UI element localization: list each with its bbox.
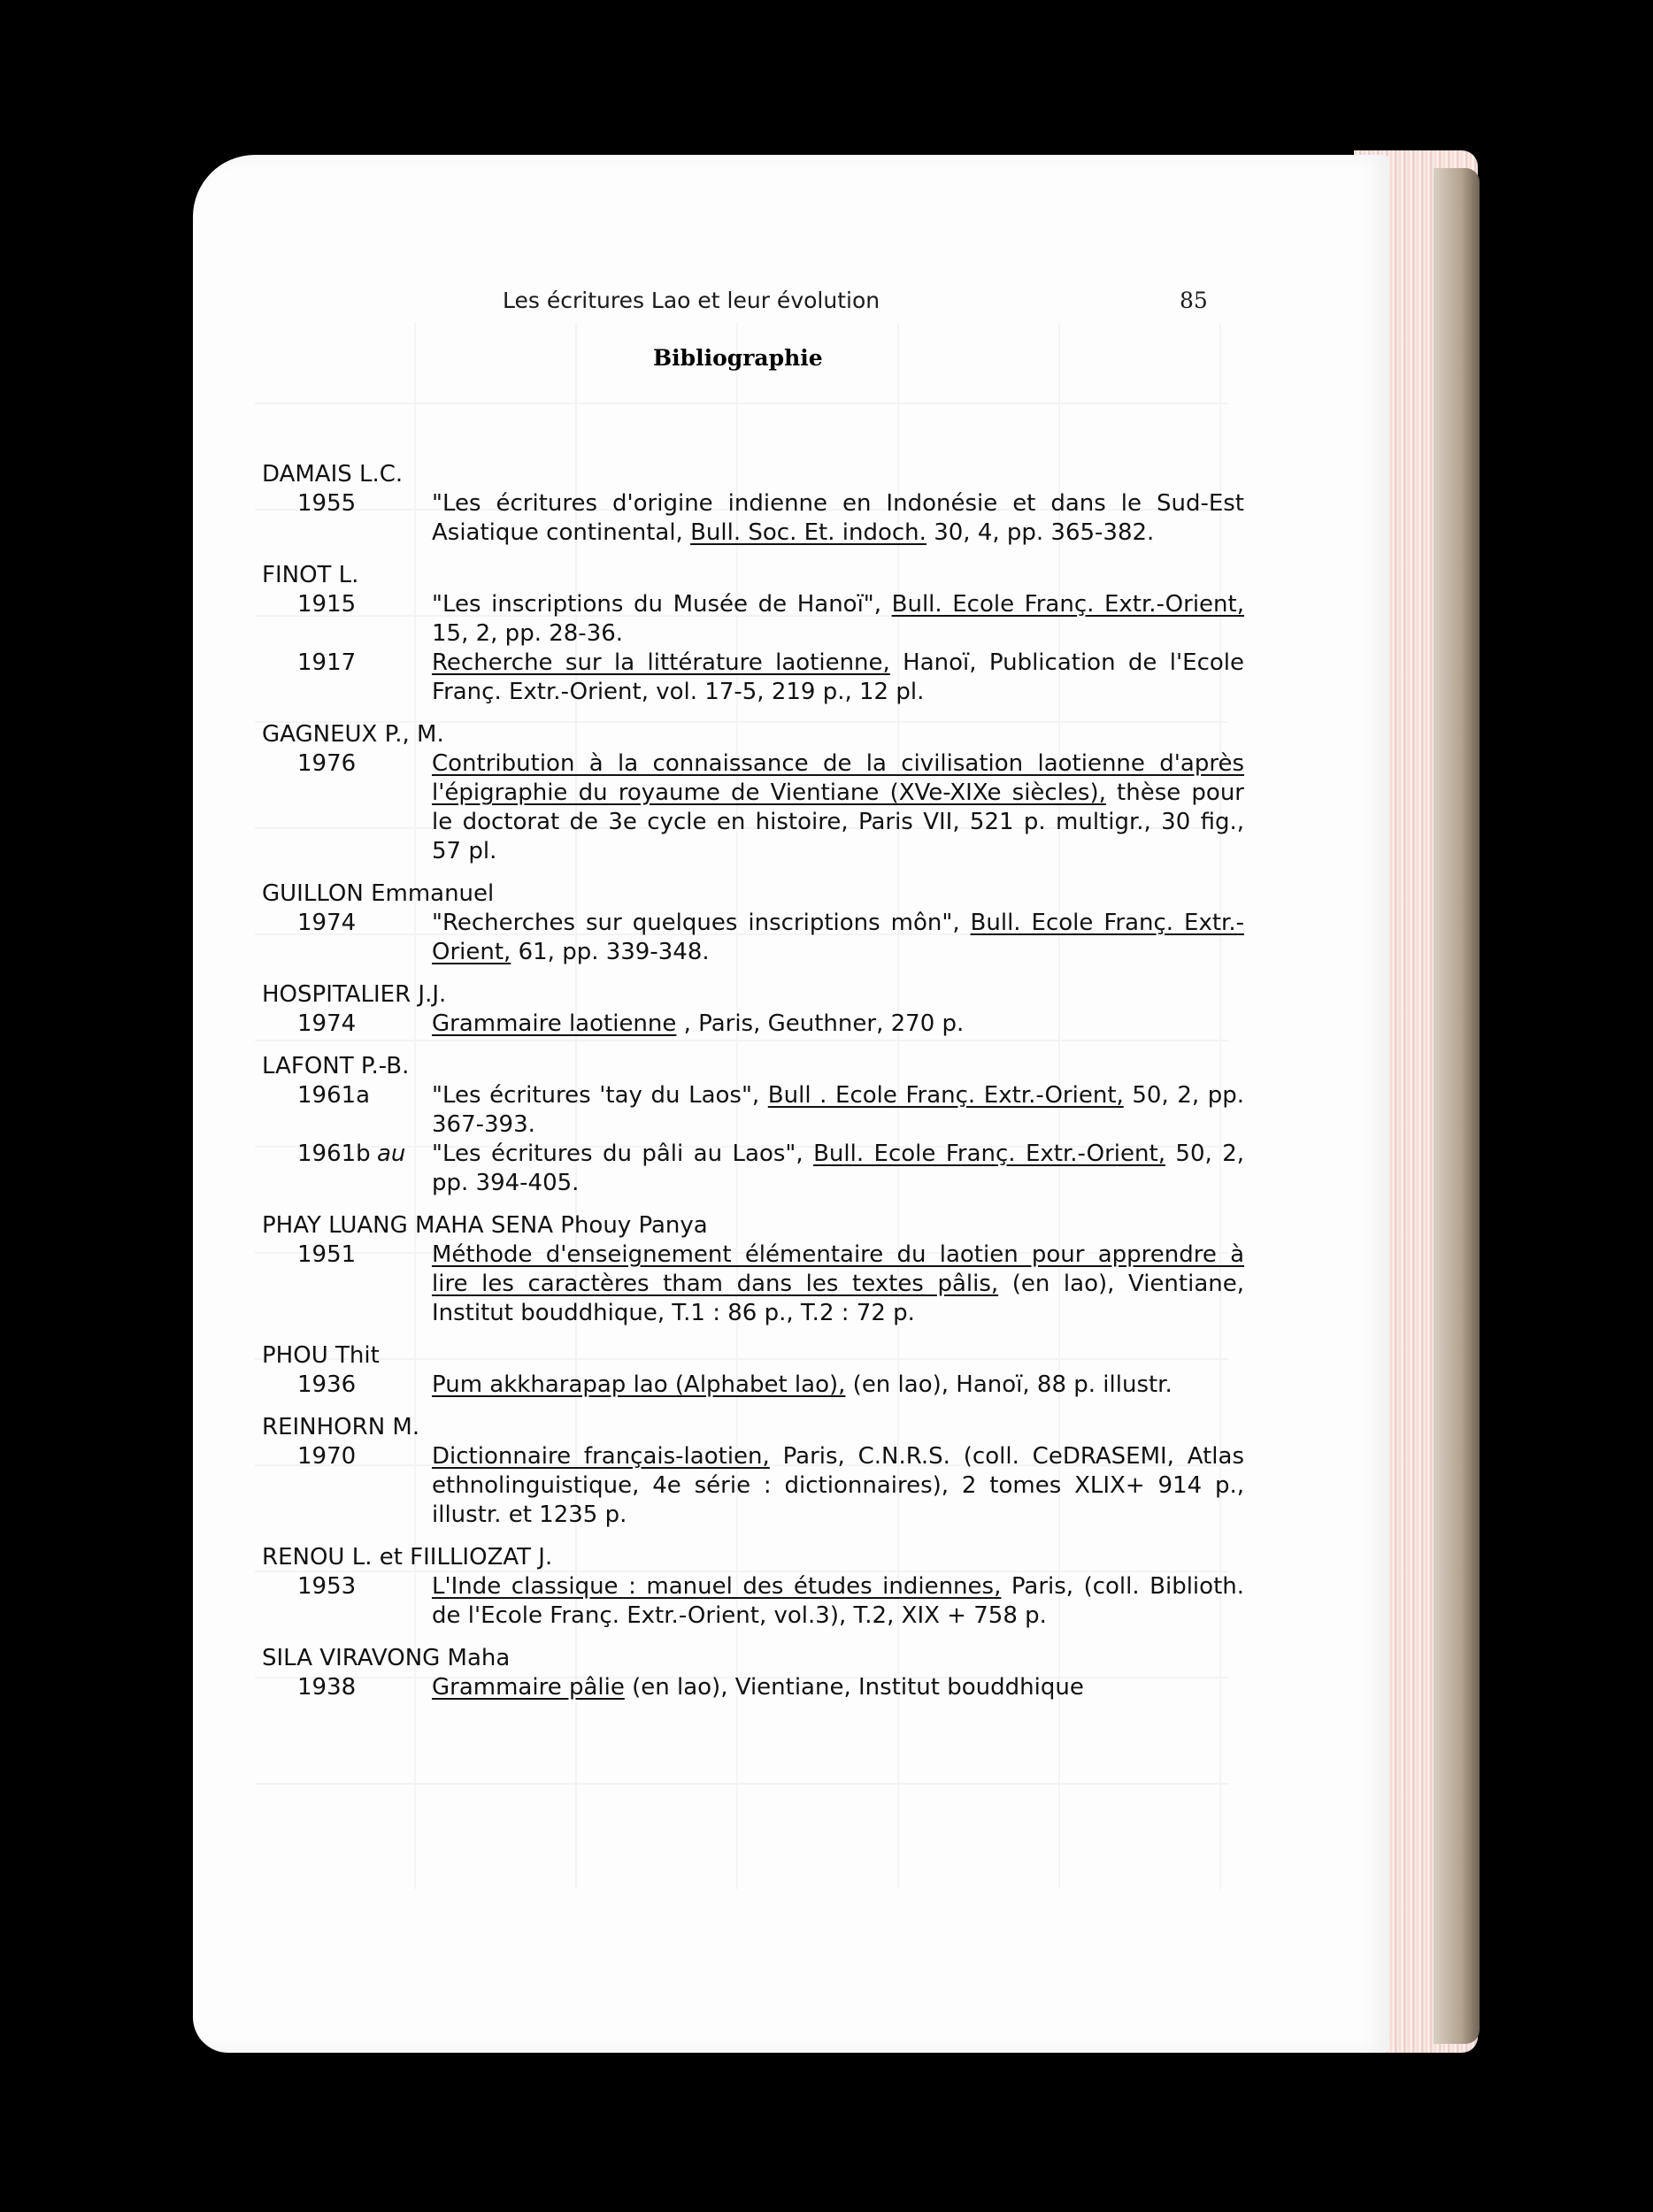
entry-author: RENOU L. et FIILLIOZAT J. xyxy=(262,1544,553,1571)
entry-author: FINOT L. xyxy=(262,562,359,588)
reference-prefix: "Les écritures 'tay du Laos", xyxy=(432,1082,768,1109)
bibliography-list xyxy=(262,460,1244,1716)
bibliography-entry xyxy=(262,1052,1244,1198)
reference-title: Dictionnaire français-laotien, xyxy=(432,1443,770,1470)
reference-details: (en lao), Hanoï, 88 p. illustr. xyxy=(845,1371,1172,1398)
reference-title: Pum akkharapap lao (Alphabet lao), xyxy=(432,1371,846,1398)
book-page xyxy=(193,155,1389,2053)
reference-details: 15, 2, pp. 28-36. xyxy=(432,620,624,647)
work-year: 1976 xyxy=(297,750,357,777)
reference-details: 50, 2, pp. 394-405. xyxy=(432,1141,1244,1196)
reference-details: 61, pp. 339-348. xyxy=(511,939,710,965)
bibliography-entry xyxy=(262,720,1244,866)
work-reference xyxy=(432,649,1244,707)
entry-author: DAMAIS L.C. xyxy=(262,461,404,488)
bibliography-entry xyxy=(262,460,1244,548)
work-year: 1961a xyxy=(297,1082,371,1109)
bibliography-entry xyxy=(262,1211,1244,1328)
reference-details: thèse pour le doctorat de 3e cycle en histoire, Paris VII, 521 p. multigr., 30 fig., 57 pl. xyxy=(432,780,1244,864)
work-year: 1951 xyxy=(297,1241,357,1268)
work-year: 1970 xyxy=(297,1443,357,1470)
entry-author: PHAY LUANG MAHA SENA Phouy Panya xyxy=(262,1212,708,1239)
work-year: 1936 xyxy=(297,1371,357,1398)
entry-work xyxy=(262,909,1244,967)
page-number: 85 xyxy=(1180,288,1208,313)
reference-title: Bull . Ecole Franç. Extr.-Orient, xyxy=(767,1082,1124,1109)
handwritten-mark xyxy=(377,590,432,649)
entry-work xyxy=(262,1572,1244,1631)
entry-author: PHOU Thit xyxy=(262,1342,380,1369)
handwritten-mark: au xyxy=(377,1141,406,1167)
entry-author: SILA VIRAVONG Maha xyxy=(262,1645,511,1671)
entry-author: GUILLON Emmanuel xyxy=(262,880,495,907)
work-year: 1938 xyxy=(297,1674,357,1701)
handwritten-mark xyxy=(377,1010,432,1039)
running-title: Les écritures Lao et leur évolution xyxy=(503,288,880,313)
work-year: 1961b xyxy=(297,1141,371,1167)
reference-title: Bull. Ecole Franç. Extr.-Orient, xyxy=(813,1141,1165,1167)
reference-details: (en lao), Vientiane, Institut bouddhique, T.1 : 86 p., T.2 : 72 p. xyxy=(432,1271,1244,1326)
section-title: Bibliographie xyxy=(653,345,823,371)
bibliography-entry xyxy=(262,980,1244,1039)
handwritten-mark xyxy=(377,1442,432,1530)
entry-author: HOSPITALIER J.J. xyxy=(262,981,447,1008)
handwritten-mark xyxy=(377,1081,432,1140)
entry-work xyxy=(262,590,1244,649)
reference-title: Recherche sur la littérature laotienne, xyxy=(432,649,890,676)
reference-details: (en lao), Vientiane, Institut bouddhique xyxy=(624,1674,1084,1701)
reference-title: Bull. Ecole Franç. Extr.- Orient, xyxy=(432,910,1244,965)
bibliography-entry xyxy=(262,1644,1244,1702)
work-reference xyxy=(432,1442,1244,1530)
work-reference xyxy=(432,1240,1244,1328)
reference-prefix: "Les écritures d'origine indienne en Indonésie et dans le Sud-Est Asiatique continental, xyxy=(432,490,1244,546)
reference-prefix: "Les inscriptions du Musée de Hanoï", xyxy=(432,591,892,618)
entry-work xyxy=(262,749,1244,866)
reference-title: Grammaire laotienne xyxy=(432,1010,677,1037)
reference-title: Bull. Soc. Et. indoch. xyxy=(690,519,926,546)
entry-author: GAGNEUX P., M. xyxy=(262,721,444,748)
entry-author: REINHORN M. xyxy=(262,1414,420,1440)
reference-title: L'Inde classique : manuel des études indiennes, xyxy=(432,1573,1002,1600)
bibliography-entry xyxy=(262,1543,1244,1631)
work-year: 1955 xyxy=(297,490,357,517)
work-year: 1974 xyxy=(297,910,357,936)
work-reference xyxy=(432,749,1244,866)
reference-title: Méthode d'enseignement élémentaire du laotien pour apprendre à lire les caractères tham dans les textes pâlis, xyxy=(432,1241,1244,1297)
bibliography-entry xyxy=(262,1341,1244,1400)
handwritten-mark xyxy=(377,1371,432,1400)
work-year: 1917 xyxy=(297,649,357,676)
entry-work xyxy=(262,1081,1244,1140)
handwritten-mark xyxy=(377,489,432,548)
reference-details: 50, 2, pp. 367-393. xyxy=(432,1082,1244,1138)
entry-work xyxy=(262,489,1244,548)
entry-work xyxy=(262,1673,1244,1702)
handwritten-mark xyxy=(377,749,432,866)
bibliography-entry xyxy=(262,879,1244,967)
entry-work xyxy=(262,1442,1244,1530)
work-reference xyxy=(432,1081,1244,1140)
reference-title: Contribution à la connaissance de la civilisation laotienne d'après l'épigraphie du royaume de Vientiane (XVe-XIXe siècles), xyxy=(432,750,1244,806)
reference-details: , Paris, Geuthner, 270 p. xyxy=(676,1010,965,1037)
entry-author: LAFONT P.-B. xyxy=(262,1053,410,1079)
work-reference xyxy=(432,1572,1244,1631)
page-header xyxy=(193,288,1389,323)
work-reference xyxy=(432,1371,1244,1400)
bibliography-entry xyxy=(262,561,1244,707)
work-year: 1974 xyxy=(297,1010,357,1037)
bibliography-entry xyxy=(262,1413,1244,1530)
reference-title: Bull. Ecole Franç. Extr.-Orient, xyxy=(891,591,1244,618)
work-reference xyxy=(432,1673,1244,1702)
entry-work xyxy=(262,1240,1244,1328)
entry-work xyxy=(262,1140,1244,1198)
work-reference xyxy=(432,909,1244,967)
handwritten-mark xyxy=(377,1240,432,1328)
reference-prefix: "Recherches sur quelques inscriptions môn", xyxy=(432,910,971,936)
work-reference xyxy=(432,590,1244,649)
handwritten-mark xyxy=(377,909,432,967)
entry-work xyxy=(262,1371,1244,1400)
work-year: 1953 xyxy=(297,1573,357,1600)
work-year: 1915 xyxy=(297,591,357,618)
handwritten-mark xyxy=(377,1673,432,1702)
handwritten-mark xyxy=(377,1572,432,1631)
reference-prefix: "Les écritures du pâli au Laos", xyxy=(432,1141,814,1167)
work-reference xyxy=(432,1140,1244,1198)
reference-details: Paris, (coll. Biblioth. de l'Ecole Franç. Extr.-Orient, vol.3), T.2, XIX + 758 p. xyxy=(432,1573,1245,1629)
work-reference xyxy=(432,1010,1244,1039)
book-cover-edge xyxy=(1434,168,1480,2044)
handwritten-mark xyxy=(377,649,432,707)
entry-work xyxy=(262,649,1244,707)
reference-details: Hanoï, Publication de l'Ecole Franç. Extr.-Orient, vol. 17-5, 219 p., 12 pl. xyxy=(432,649,1244,705)
reference-details: Paris, C.N.R.S. (coll. CeDRASEMI, Atlas ethnolinguistique, 4e série : dictionnaires), 2 tomes XLIX+ 914 p., illustr. et 1235 p. xyxy=(432,1443,1245,1528)
entry-work xyxy=(262,1010,1244,1039)
reference-details: 30, 4, pp. 365-382. xyxy=(926,519,1155,546)
work-reference xyxy=(432,489,1244,548)
reference-title: Grammaire pâlie xyxy=(432,1674,625,1701)
